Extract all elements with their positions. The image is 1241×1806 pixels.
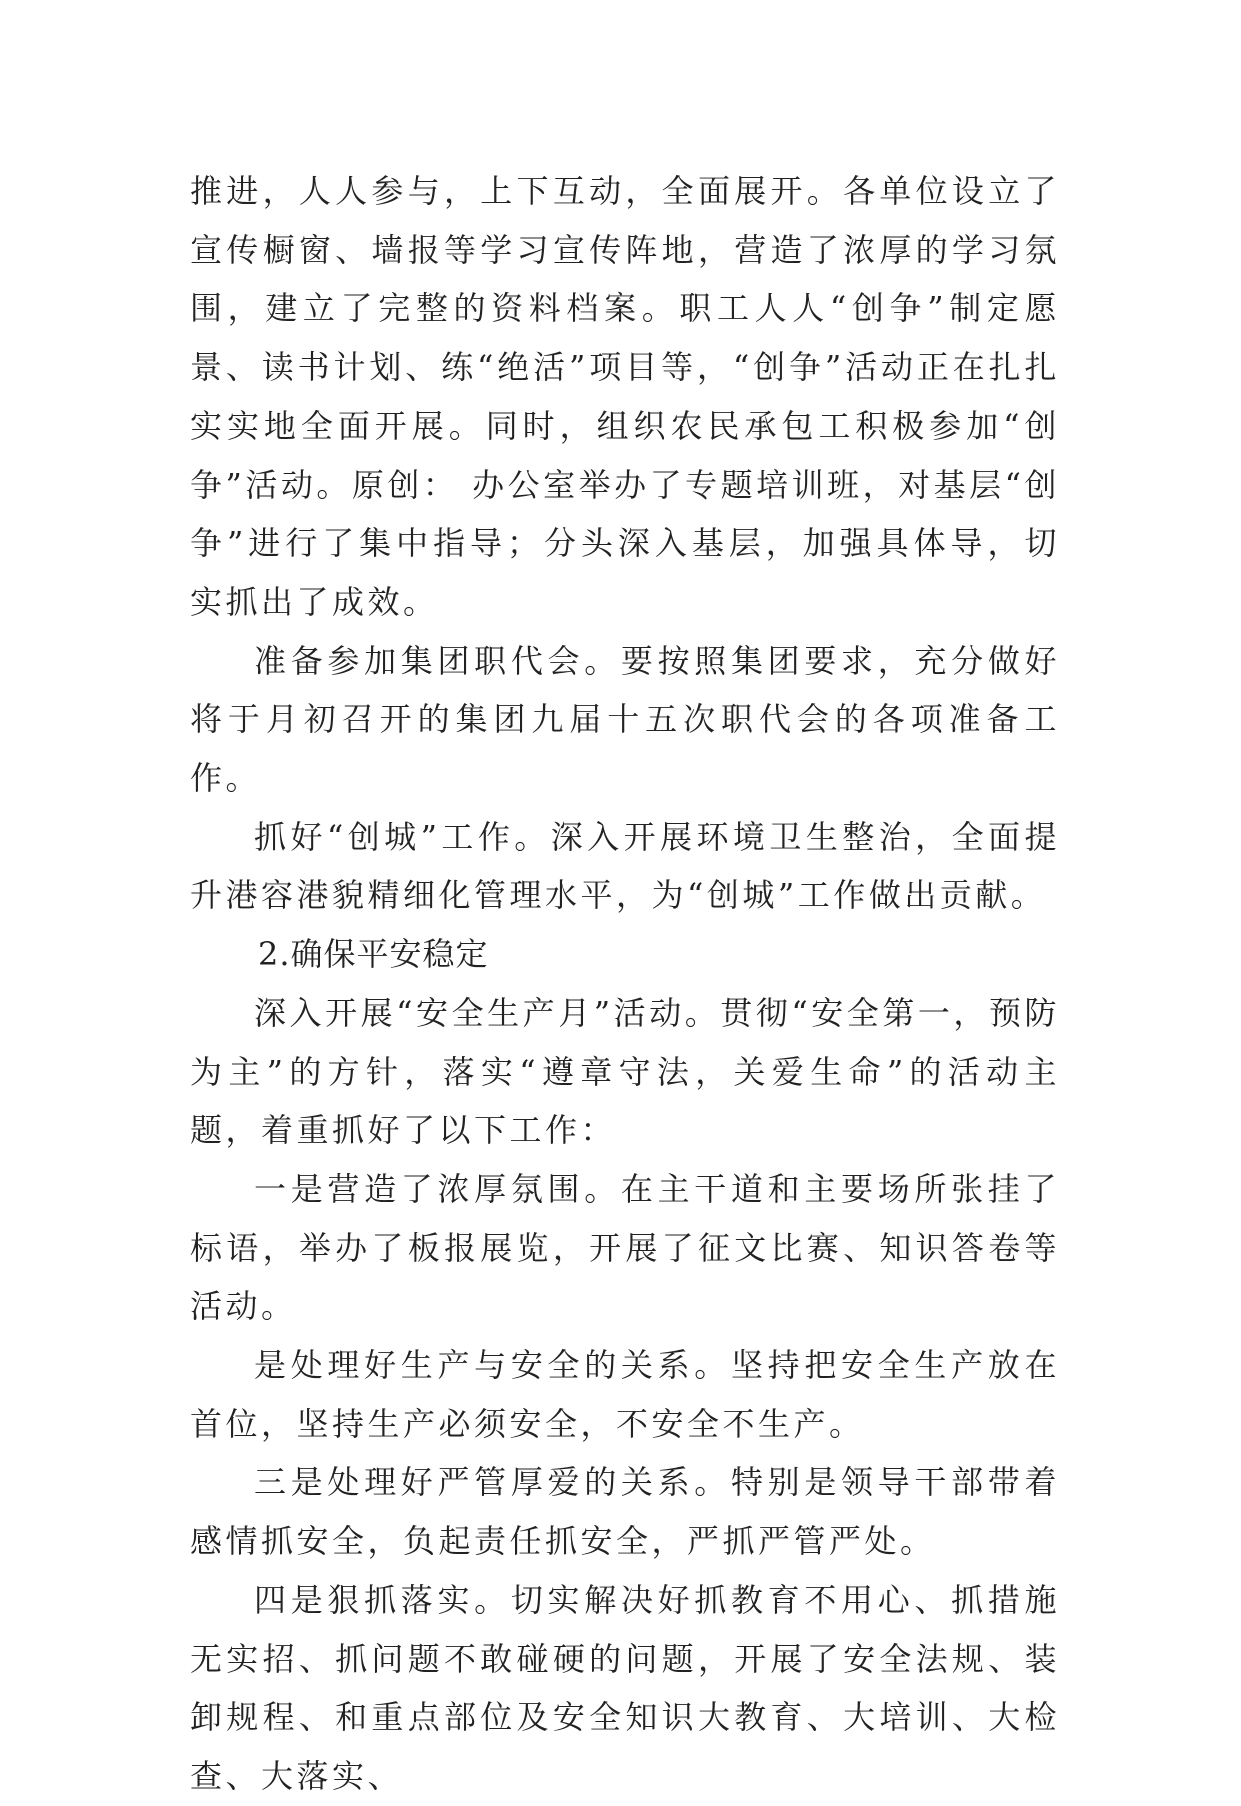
paragraph-production-safety: 是处理好生产与安全的关系。坚持把安全生产放在首位，坚持生产必须安全，不安全不生产。 — [190, 1346, 1060, 1443]
paragraph-civilized-city: 抓好“创城”工作。深入开展环境卫生整治，全面提升港容港貌精细化管理水平，为“创城”工作做出贡献。 — [190, 817, 1060, 915]
section-heading-safety: 2.确保平安稳定 — [258, 935, 489, 974]
document-page — [190, 162, 1060, 1806]
paragraph-safety-month: 深入开展“安全生产月”活动。贯彻“安全第一，预防为主”的方针，落实“遵章守法，关爱生命”的活动主题，着重抓好了以下工作： — [190, 993, 1060, 1150]
paragraph-implementation: 四是狠抓落实。切实解决好抓教育不用心、抓措施无实招、抓问题不敢碰硬的问题，开展了安全法规、装卸规程、和重点部位及安全知识大教育、大培训、大检查、大落实、 — [190, 1580, 1060, 1795]
paragraph-strict-management: 三是处理好严管厚爱的关系。特别是领导干部带着感情抓安全，负起责任抓安全，严抓严管严处。 — [190, 1463, 1060, 1561]
paragraph-atmosphere: 一是营造了浓厚氛围。在主干道和主要场所张挂了标语，举办了板报展览，开展了征文比赛、知识答卷等活动。 — [190, 1169, 1060, 1326]
paragraph-workers-congress: 准备参加集团职代会。要按照集团要求，充分做好将于月初召开的集团九届十五次职代会的各项准备工作。 — [190, 641, 1060, 798]
paragraph-campaign-progress: 推进，人人参与，上下互动，全面展开。各单位设立了宣传橱窗、墙报等学习宣传阵地，营造了浓厚的学习氛围，建立了完整的资料档案。职工人人“创争”制定愿景、读书计划、练“绝活”项目等，“创争”活动正在扎扎实实地全面开展。同时，组织农民承包工积极参加“创争”活动。原创： 办公室举办了专题培训班，对基层“创争”进行了集中指导；分头深入基层，加强具体导，切实抓出了成效。 — [190, 172, 1060, 621]
